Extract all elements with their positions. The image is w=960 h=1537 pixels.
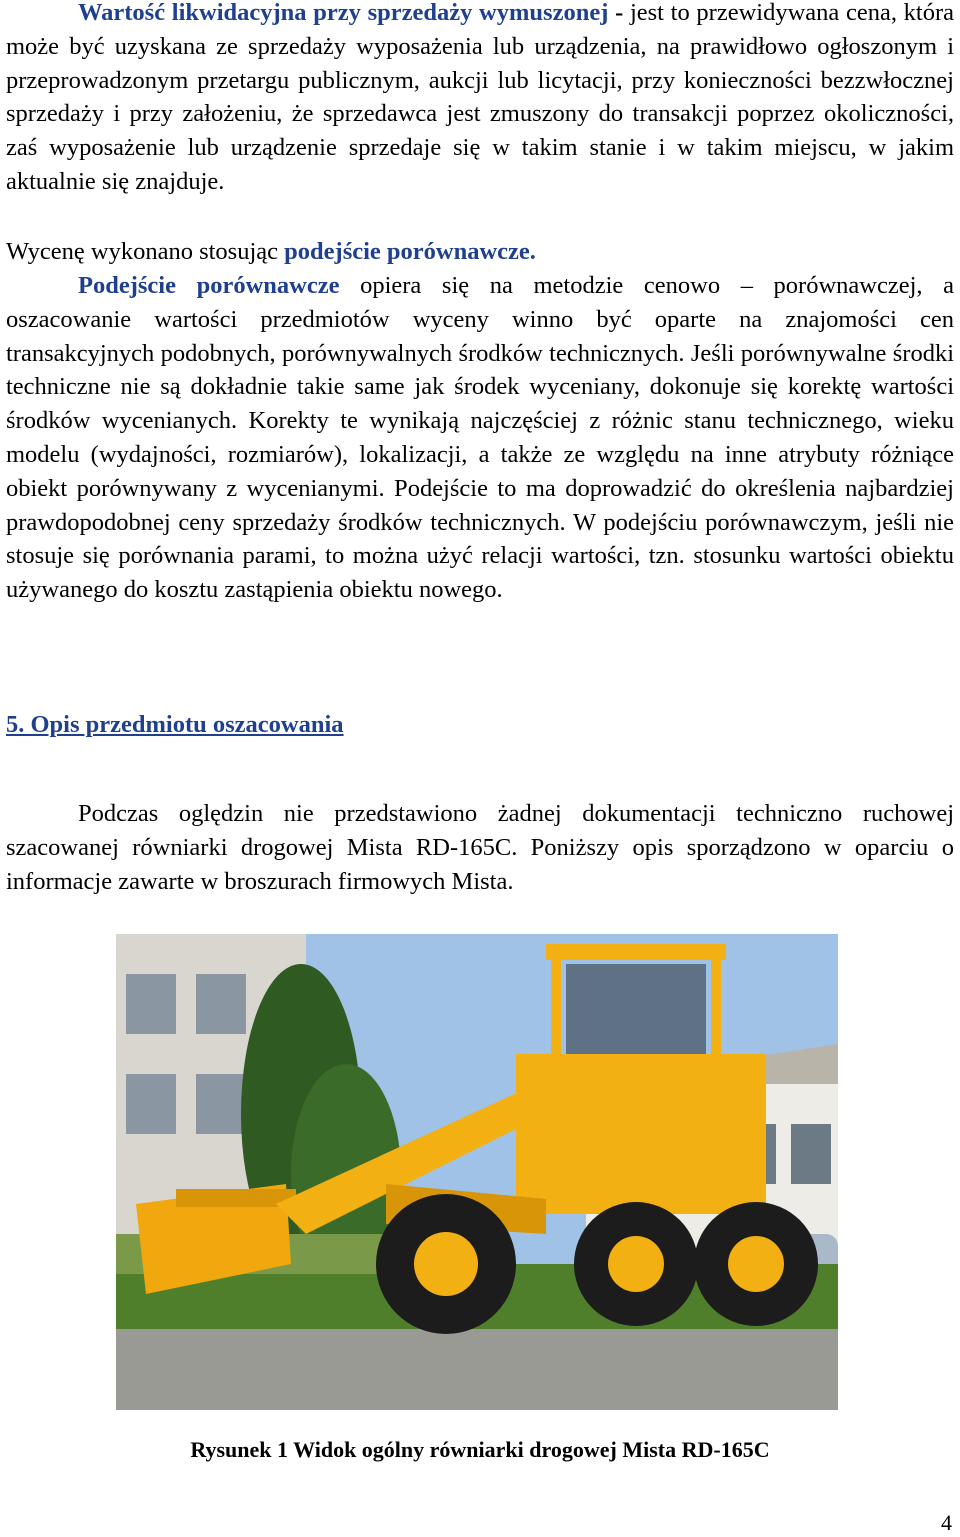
definition-text: jest to przewidywana cena, która może być uzyskana ze sprzedaży wyposażenia lub urządzenia, na prawidłowo ogłoszonym i przeprowadzonym przetargu publicznym, aukcji lub licytacji, przy konieczności bezzwłocznej sprzedaży i przy założeniu, że sprzedawca jest zmuszony do transakcji poprzez okoliczności, zaś wyposażenie lub urządzenie sprzedaje się w takim stanie i w takim miejscu, w jakim aktualnie się znajduje. [6,0,954,195]
method-lead: Wycenę wykonano stosując [6,238,279,265]
method-paragraph [6,235,954,269]
definition-term: Wartość likwidacyjna przy sprzedaży wymuszonej [78,0,609,26]
section-paragraph: Podczas oględzin nie przedstawiono żadnej dokumentacji techniczno ruchowej szacowanej równiarki drogowej Mista RD-165C. Poniższy opis sporządzono w oparciu o informacje zawarte w broszurach firmowych Mista. [6,800,954,895]
figure-caption: Rysunek 1 Widok ogólny równiarki drogowej Mista RD-165C [190,1437,770,1462]
pavement [116,1329,838,1410]
definition-paragraph [6,0,954,199]
definition-dash: - [615,0,624,26]
method-name: podejście porównawcze. [284,238,536,265]
section-heading: 5. Opis przedmiotu oszacowania [6,711,344,738]
motor-grader-photo [116,934,838,1410]
approach-term: Podejście porównawcze [78,272,340,299]
approach-text: opiera się na metodzie cenowo – porównawczej, a oszacowanie wartości przedmiotów wyceny winno być oparte na znajomości cen transakcyjnych podobnych, porównywalnych środków technicznych. Jeśli porównywalne środki techniczne nie są dokładnie takie same jak środek wyceniany, dokonuje się korektę wartości środków wycenianych. Korekty te wynikają najczęściej z różnic stanu technicznego, wieku modelu (wydajności, rozmiarów), lokalizacji, a także ze względu na inne atrybuty różniące obiekt porównywany z wycenianymi. Podejście to ma doprowadzić do określenia najbardziej prawdopodobnej ceny sprzedaży środków technicznych. W podejściu porównawczym, jeśli nie stosuje się porównania parami, to można użyć relacji wartości, tzn. stosunku wartości obiektu używanego do kosztu zastąpienia obiektu nowego. [6,272,955,604]
rear-body [516,1054,766,1214]
approach-paragraph [6,269,954,607]
page-number: 4 [941,1510,952,1535]
motor-grader-illustration [116,934,838,1410]
